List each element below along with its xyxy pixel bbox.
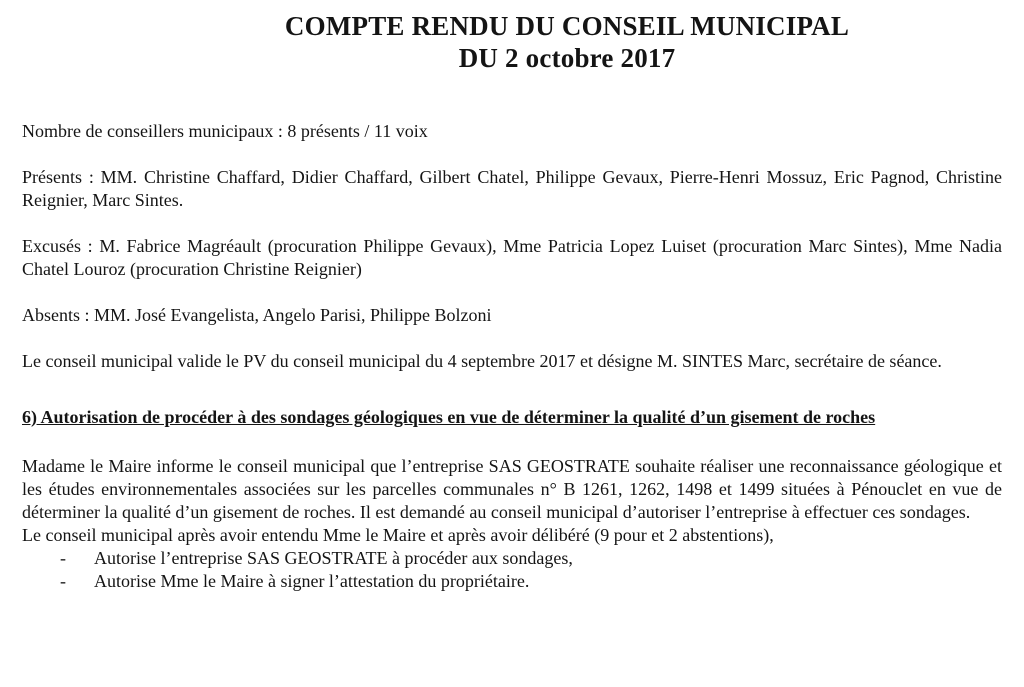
section-heading: 6) Autorisation de procéder à des sondages géologiques en vue de déterminer la qualité d’un gisement de roches bbox=[22, 407, 876, 427]
bullet-dash: - bbox=[60, 571, 66, 591]
decision-list bbox=[22, 547, 1002, 593]
list-item-text: Autorise l’entreprise SAS GEOSTRATE à procéder aux sondages, bbox=[94, 548, 573, 568]
validation-paragraph: Le conseil municipal valide le PV du conseil municipal du 4 septembre 2017 et désigne M. SINTES Marc, secrétaire de séance. bbox=[22, 351, 942, 371]
title-line-2: DU 2 octobre 2017 bbox=[458, 43, 676, 73]
attendance-count: Nombre de conseillers municipaux : 8 présents / 11 voix bbox=[22, 121, 428, 141]
excuses-paragraph: Excusés : M. Fabrice Magréault (procuration Philippe Gevaux), Mme Patricia Lopez Luiset (procuration Marc Sintes), Mme Nadia Chatel Louroz (procuration Christine Reignier) bbox=[22, 236, 1002, 279]
section-intro-paragraph: Madame le Maire informe le conseil municipal que l’entreprise SAS GEOSTRATE souhaite réaliser une reconnaissance géologique et les études environnementales associées sur les parcelles communales n° B 1261, 1262, 1498 et 1499 situées à Pénouclet en vue de déterminer la qualité d’un gisement de roches. Il est demandé au conseil municipal d’autoriser l’entreprise à effectuer ces sondages. bbox=[22, 456, 1002, 522]
list-item-text: Autorise Mme le Maire à signer l’attestation du propriétaire. bbox=[94, 571, 530, 591]
bullet-dash: - bbox=[60, 548, 66, 568]
title-line-1: COMPTE RENDU DU CONSEIL MUNICIPAL bbox=[284, 11, 850, 41]
document-title bbox=[22, 0, 1002, 74]
list-item bbox=[60, 547, 1002, 570]
decision-paragraph: Le conseil municipal après avoir entendu Mme le Maire et après avoir délibéré (9 pour et 2 abstentions), bbox=[22, 525, 774, 545]
absents-paragraph: Absents : MM. José Evangelista, Angelo Parisi, Philippe Bolzoni bbox=[22, 305, 492, 325]
presents-paragraph: Présents : MM. Christine Chaffard, Didier Chaffard, Gilbert Chatel, Philippe Gevaux, Pierre-Henri Mossuz, Eric Pagnod, Christine Reignier, Marc Sintes. bbox=[22, 167, 1002, 210]
list-item bbox=[60, 570, 1002, 593]
